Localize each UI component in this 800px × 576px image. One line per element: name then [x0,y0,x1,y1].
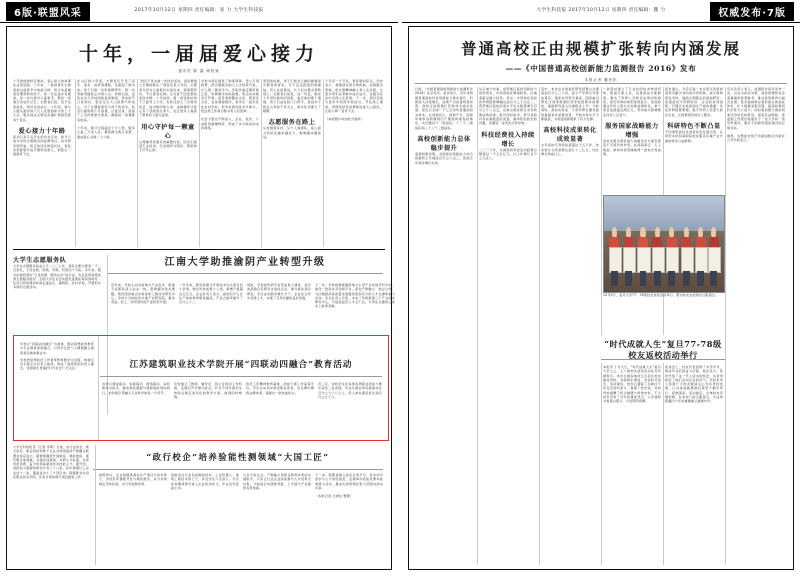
body-text: 高校在服务国家重大战略需求方面发挥着不可替代的作用，在深海深空、人工智能、新材料等领域取得一批标志性成果。 [603,139,661,156]
body-text: （本版图片均由校方提供） [325,117,364,122]
boxed-col-2 [174,382,242,440]
body-text: 全年高校专利授权量超过十五万件，技术转让合同金额达到九十三亿元，同比增长两成以上。 [541,143,599,156]
right-byline: 本报记者 戴劲松 [584,78,618,82]
body-text: 学校为项目提供了制度保障，设立专项经费，把志愿服务纳入人才培养方案，计入第二课堂学分。学院党委定期听取汇报，协调解决实际困难，使活动持续有序开展。指导老师随队出发，既是安全员，也是课程顾问，和学生一起吃住在乡村学校。很多老师连续多年参与，把这项工作视为教书育人的延伸。 [201,79,259,114]
right-headline-block [417,37,785,85]
right-page [402,0,800,576]
right-subhead-5: 科研特色不断凸显 [667,123,721,131]
body-text: 不同类型高校呈现差异化发展态势，应用型本科和高职院校在服务区域产业方面的特色日益鲜明。 [665,130,723,143]
boxed-col-4 [318,382,382,440]
right-col-4b [603,365,661,555]
body-text: 有关负责人表示，监测报告每年发布一次，旨在为政府决策、高校管理和社会监督提供客观参考，推动高等教育内涵式发展。报告编制单位将持续完善指标体系，扩大数据采集范围，提高结果的科学性与公信力。同时将加强与国际同类评价的比较研究，借鉴有益经验，使监测工作更好地服务于一流大学和一流学科建设，服务于创新型国家建设的总体目标。 [727,87,785,130]
body-text: 离别的时候，孩子们把自己画的画塞进志愿者的背包，写下歪歪扭扭的感谢信。有人在信里说，长大后也要去帮助别人。志愿者们常说，这一句话，就是十年坚持最好的回报。临行前的那个清晨，孩子们站在校门口挥手，直到车子拐过山弯看不见为止，很多队员都红了眼眶。 [263,79,321,114]
boxed-headline-block [100,358,382,370]
right-col-5b [665,365,723,555]
right-subhead-4: 服务国家战略能力增强 [605,123,659,140]
body-text: 同时，学校把科研平台变成育人课堂，每年选派数百名研究生进驻企业，参与真实项目研发。学生在实践中增长才干，企业在合作中获得人才，实现了互利共赢的良好局面。 [247,283,311,300]
lead-headline-block [15,39,383,76]
left-subhead-4: 大学生志愿服务队 [13,257,67,264]
right-main-headline: 普通高校正由规模扩张转向内涵发展 [460,39,741,58]
body-text: 下一步，学校将继续围绕地方主导产业布局学科方向，建设一批高水平创新平台，深化产教融合、校企合作，为区域经济高质量发展提供更加有力的人才支撑和智力支持。有关负责人介绍，未来三年将新建三个产业技术研究中心，引进高层次人才五十名，力争在关键核心技术上取得突破。 [315,283,395,309]
lead-col-1 [13,79,71,247]
body-text: 一批高校建立了专业化的技术转移机构，配备专职人员，完善收益分配制度，激发了科研人员转化成果的积极性。报告列举的典型案例显示，某高校通过作价入股方式实施成果转化，单个项目估值超过两亿元，带动地方新增就业岗位八百余个。 [603,87,661,117]
body-text: 一年多来，研究院累计开展技术攻关项目四十余项，转化科技成果十八项，新增产值超过五亿元。企业负责人表示，高校的介入让生产线的效率明显提高，产品合格率提升了百分之十二。 [179,283,243,305]
body-text: 近年来，学校主动对接地方产业需求，组建专家团队深入企业一线，帮助解决技术难题。依托国家重点实验室和工程技术研究中心，学校与当地政府共建产业研究院，推动食品、轻工、纺织等传统产业转型升级。 [111,283,175,305]
body-text: 学校把思想政治工作贯穿教育教学全过程，构建全员全程全方位育人格局，形成了独具特色的育人模式，受到师生普遍好评与社会广泛关注。 [20,357,94,371]
bottom-headline: “政行校企”培养验能性测领域“大国工匠” [146,452,330,462]
body-text: 据悉，完整报告将于近期由相关出版社公开出版发行。 [727,133,785,143]
body-text: 在山区的小学里，志愿者们开设了音乐、美术、体育等课程，还建起了图书角。孩子们第一次听到钢琴声，第一次用画笔描绘心中的大山。老师们说，这些来自大学校园的哥哥姐姐，带来的不只是知识，更是走出大山的勇气和信心。为了让课程更符合孩子的需求，队员们提前两个月备课，反复试讲，准备了上百份教案与教具，确保每一堂课都有收获。 [77,79,135,122]
lead-col-5 [263,79,321,247]
boxed-col-1 [102,382,170,440]
right-subhead-1: 高校创新能力总体稳步提升 [417,135,471,152]
right-col-1 [415,87,473,565]
bottom-col-left [13,445,89,565]
boxed-side-column [20,342,94,434]
highlight-box [13,335,389,441]
bottom-col-1 [99,473,167,565]
right-col-6 [727,87,785,565]
right-article-columns [415,87,787,565]
mid-headline: 江南大学助推渝阴产业转型升级 [164,257,326,268]
body-text: 近三年，该校学生在各级各类职业技能大赛中获奖二百余项，毕业生就业率连续保持在百分之九十八以上，用人单位满意度达到百分之九十六。 [318,382,382,399]
campus-photo [603,195,725,293]
body-text: 报告建议，今后应进一步完善以创新质量和贡献为导向的评价机制，减少简单量化考核，鼓励长期稳定的基础研究；加强高校与科研院所、企业的协同创新，打通从实验室到生产线的通道；优化科研经费管理，赋予科研人员更大的自主权，让经费更好地为人服务。 [665,87,723,117]
bottom-col-2 [171,473,239,565]
body-text: 日前，《中国普通高校创新能力监测报告2016》在京发布。报告显示，近年来我国普通高校科技创新能力稳步提升，科研投入持续增长，成果产出质量明显改善，高校正由规模扩张转向内涵式发展。报告以全国一千七百余所普通高校为样本，从创新投入、创新产出、创新环境和创新绩效四个维度构建指标体系，共设置四个一级指标、十二个二级指标和三十八个三级指标。 [415,87,473,130]
body-text: 大学生志愿服务队成立于二〇〇七年，现有注册志愿者一千二百余名，下设支教、助残、环保、科普四个分队。多年来，服务队始终坚持“立足校园、服务社会”的宗旨，先后获得省级优秀志愿服务组织、全国大学生社会实践先进团队等荣誉称号。队员们利用课余时间走进社区、福利院、乡村学校，开展形式多样的志愿活动。 [13,264,101,290]
body-text: 二〇一六年，全国高校科技活动经费总额超过一千五百亿元，比上年增长百分之九点八。 [479,147,537,161]
bottom-col-4 [315,473,383,565]
body-text: 依托工匠精神教育基地、技能大师工作室等平台，学生在实训中感受职业荣誉，在比赛中锤炼过硬本领，涌现出一批技能标兵。 [246,382,314,395]
body-text: 下一步，联盟将建立信息共享平台，发布岗位需求与人才供给信息，定期举办技能竞赛和成果展示活动，推动优质资源在更大范围内流动共享。 [315,473,383,490]
body-text: 心理辅导是服务的重要内容。队员们接受专业培训，学会倾听与陪伴，帮助孩子打开心扉。 [139,139,197,153]
photo-headline: “时代成就人生”复旦77-78级校友返校活动举行 [604,339,722,360]
lead-article-columns [13,79,385,247]
body-text: 十年是一个节点，更是新的起点。学校表示，将继续完善长效机制，拓展服务领域，把志愿精神融入育人全过程，让更多青年在奉献中成长成才，在服务社会中实现人生价值。下一步，项目还将与更多中西部学校结对，开发线上课堂，用网络把优质课程送进大山深处，让接力棒一直传下去。 [325,79,383,114]
body-text: 十年来，累计行程超过十万公里，服务儿童三万余人次，募集图书两万余册，建成爱心书屋二十六间。 [77,125,135,139]
body-text: 与会专家认为，产教融合是职业教育改革的关键抓手，只有让行业企业深度参与人才培养全过程，才能真正实现教育链、人才链与产业链的有机衔接。 [243,473,311,490]
right-col-3 [541,87,599,565]
right-subhead-2: 科技经费投入持续增长 [481,131,535,148]
body-text: “我们不是去做一次性的活动，而是要建立长期的联系。”项目负责人介绍，志愿者与结对儿童保持书信往来，寒暑假回访，节日寄送礼物，让关爱不因支教结束而中断。十年时间，第一批受助的孩子已经考上大学，有的还加入了志愿者队伍，成为新的接力者。这种循环让爱心有了延续的生命力，也让更多人看到了教育的力量与温度。 [139,79,197,118]
photo-caption: 10月9日，复旦大学77、78级校友返校活动举行。图为校友在校园内合影留念。 [603,293,719,297]
left-masthead-meta: 2017年10月12日 星期四 责任编辑：张 力 大学生科技报 [134,8,264,13]
body-text: 首批试点专业包括数控技术、工业机器人、建筑工程技术等七个，涉及学生六百余人。学生在校期间即可进入企业轮岗实习，毕业后可直接上岗。 [171,473,239,490]
lead-col-6 [325,79,383,247]
left-page [0,0,398,576]
left-subhead-3: 志愿服务在路上 [268,119,316,127]
body-text: 十月的校园秋意渐浓，爱心接力的故事在这里延续。十年来，一批批青年志愿者接过前辈手中的接力棒，用行动温暖着需要帮助的孩子。每一次走进乡村课堂，每一次与留守儿童牵手，都是一段难忘的成长记忆。志愿者们说，给予也是收获，陪伴也是成长。十年间，参与人数从最初的十几人发展到如今的上千人次，服务地点从周边乡镇扩展到西部多个省区。 [13,79,71,122]
lead-col-4 [201,79,259,247]
right-page-frame [408,26,794,570]
body-text: 该校以课堂联动、实践联动、网络联动、家校联动为抓手，推动思政课程与课程思政同向同行，把价值引领融入专业教学的每一个环节。 [102,382,170,395]
lead-byline: 通讯员 陈 露 颜柏斌 [178,69,220,73]
lead-col-3 [139,79,197,247]
right-col-2 [479,87,537,565]
right-subhead-3: 高校科技成果转化成效显著 [543,127,597,144]
boxed-headline: 江苏建筑职业技术学院开展“四联动四融合”教育活动 [129,360,353,370]
left-masthead [0,0,398,23]
lead-col-2 [77,79,135,247]
lead-headline: 十年，一届届爱心接力 [78,43,319,65]
body-text: （本报记者 王晓东 整理） [315,494,353,499]
body-text: 本报讯 十月九日，“时代成就人生”复旦大学七七、七八级校友返校活动在光华楼举行。来自全国各地的五百余名校友重返母校，共叙师生情谊，共话时代变迁。活动现场，校友们观看了反映四十年变迁的纪录片，参观了校史馆，并向母校捐赠了纪念画册与珍贵史料。不少校友带来了当年的课堂笔记、入学通知书和黑白照片，引发阵阵感慨。 [603,365,661,404]
body-text: 按照协议，企业将提供真实生产项目与技术骨干，学校负责课程开发与理论教学，双方共同制定考核标准，实行学徒制培养。 [99,473,167,486]
right-sub-headline: ——《中国普通高校创新能力监测报告 2016》发布 [505,64,697,73]
boxed-side-note: 学校以“四联动四融合”为载体，推动思想政治教育与专业教育深度融合，引导学生把个人理想融入国家和民族的事业中。 [20,342,94,355]
right-section-badge: 权威发布·7版 [710,2,794,21]
right-masthead [402,0,800,23]
body-text: 起初只是几名学生的自发行动，如今已成为学校志愿服务的品牌项目。每年新学期开始，报名的同学排起长队，老队员把经验写成手册传给新人，把爱心一届届传下去。 [13,134,71,157]
body-text: 监测结果表明，全国高校创新能力综合指数较上年提高百分之六点三，连续五年保持增长态势。 [415,151,473,165]
body-text: 从区域分布看，东部地区高校创新能力依然领先，中西部地区增速较快，区域差距呈缩小趋势。其中，中部地区高校的科研经费增幅达到百分之十四点二，西部地区高校的高水平论文数量增长百分之十八点五，反映出国家相关支持政策成效显现。报告同时指出，部分高校仍存在重数量轻质量、重申报轻转化的问题，需要进一步优化评价导向。 [479,87,537,126]
bottom-article-columns [13,445,385,565]
body-text: 大学生科技报讯（记者 李明）日前，由行业协会、地方政府、职业院校和骨干企业共同组成的产教融合联盟在南京成立。联盟将围绕先进制造、智能建造、现代服务等领域，共建实训基地，共研人才标准，共享优质资源，着力培养高素质技术技能人才。据介绍，首批加入联盟的单位共有六十八家，其中规模以上企业四十二家，覆盖省内十三个设区市。联盟秘书处设在职业技术学院，负责日常协调与项目推进工作。 [13,445,89,480]
left-page-frame [6,26,395,570]
boxed-col-3 [246,382,314,440]
body-text: 从校园到乡村，从个人到团队，爱心接力的队伍越来越壮大，影响越来越深远。 [263,126,321,139]
bottom-col-3 [243,473,311,565]
body-text: 座谈会上，校友代表回顾了求学岁月，畅谈毕业后的奋斗历程。他们表示，是时代给了这一代人读书的机会，也是母校给了他们走向社会的底气。学校负责人希望广大校友继续关心支持母校发展，以自身成就激励后辈学子勤学笃行、报效国家。活动最后，全体校友齐唱校歌，在老校门前合影留念，为这场跨越四十年的重聚画上圆满句号。 [665,365,723,404]
left-subhead-2: 用心守护每一颗童心 [141,123,195,140]
right-masthead-meta: 大学生科技报 2017年10月12日 星期四 责任编辑：魏 力 [536,8,666,13]
body-text: 学校建立了教师、辅导员、班主任协同工作机制，定期召开学情分析会，针对不同年级学生的特点制定差异化的教育方案，做到因材施教。 [174,382,242,399]
left-section-badge: 6版·联盟风采 [6,2,90,21]
body-text: 其中，来自企业的委托研发经费占比提高到百分之三十四，显示产学研合作更加紧密。国家自然科学基金、国家重点研发计划等渠道的竞争性经费持续增加，基础研究投入比重稳步上升。与此同时，高校实验室、大型科研仪器设备等基础条件显著改善，开放共享水平不断提高，为原始创新提供了有力支撑。 [541,87,599,122]
left-subhead-1: 爱心接力十年路 [18,127,66,135]
photo-headline-block [601,339,725,361]
body-text: 社会力量也不断加入，企业、校友、公益组织捐赠物资，形成了多方联动的支持网络。 [201,117,259,130]
